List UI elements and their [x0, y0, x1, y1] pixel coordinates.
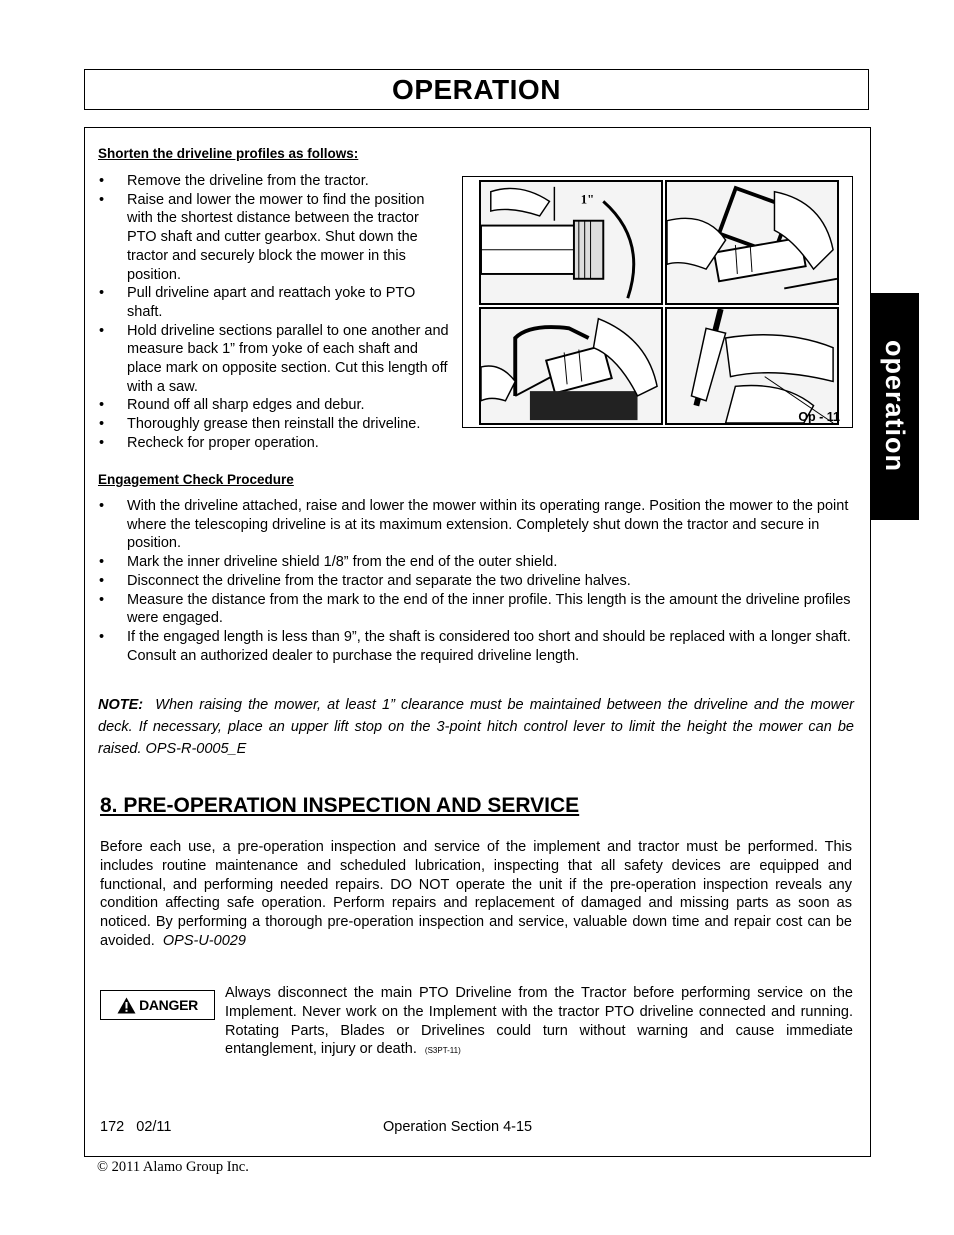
section-code: OPS-U-0029	[162, 932, 246, 949]
photo-mark-section	[665, 180, 839, 305]
list-item: • Round off all sharp edges and debur.	[99, 397, 365, 414]
danger-badge	[100, 990, 215, 1020]
figure-label: Op - 11	[798, 410, 840, 424]
side-tab	[870, 293, 919, 520]
list-item: • Pull driveline apart and reattach yoke to PTO shaft.	[99, 285, 416, 320]
engagement-list	[99, 497, 859, 665]
danger-label: DANGER	[139, 997, 198, 1013]
page-number: 172 02/11	[100, 1119, 172, 1135]
page-title: OPERATION	[392, 73, 561, 105]
photo-debur-file	[665, 307, 839, 425]
list-item: • With the driveline attached, raise and lower the mower within its operating range. Position the mower to the point where the telescoping driveline is at its maximum extension. Completely shut down the tractor and secure in position.	[99, 498, 849, 552]
list-item: • Recheck for proper operation.	[99, 434, 319, 451]
engagement-heading: Engagement Check Procedure	[98, 472, 294, 487]
list-item: • Disconnect the driveline from the tractor and separate the two driveline halves.	[99, 572, 631, 589]
side-tab-label: operation	[880, 340, 910, 473]
danger-text: Always disconnect the main PTO Driveline from the Tractor before performing service on the Implement. Never work on the Implement with the tractor PTO driveline connected and running. Rotating Parts, Blades or Drivelines could turn without warning and cause immediate entanglement, injury or death. (S3PT-11)	[225, 985, 853, 1058]
list-item: • If the engaged length is less than 9”, the shaft is considered too short and should be replaced with a longer shaft. Consult an authorized dealer to purchase the required driveline length.	[99, 628, 851, 664]
danger-code: (S3PT-11)	[424, 1046, 461, 1056]
list-item: • Remove the driveline from the tractor.	[99, 173, 369, 189]
note-text: When raising the mower, at least 1” clearance must be maintained between the driveline and the mower deck. If necessary, place an upper lift stop on the 3-point hitch control lever to limit the height the mower can be raised. OPS-R-0005_E	[98, 697, 855, 757]
warning-triangle-icon	[117, 997, 136, 1014]
list-item: • Hold driveline sections parallel to one another and measure back 1” from yoke of each shaft and place mark on opposite section. Cut this length off with a saw.	[99, 322, 449, 395]
section-title: 8. PRE-OPERATION INSPECTION AND SERVICE	[100, 794, 580, 817]
list-item: • Thoroughly grease then reinstall the driveline.	[99, 416, 421, 433]
dimension-callout: 1"	[580, 192, 595, 207]
page-header	[84, 69, 869, 110]
list-item: • Measure the distance from the mark to the end of the inner profile. This length is the amount the driveline profiles were engaged.	[99, 591, 851, 627]
photo-measure-yoke	[479, 180, 663, 305]
list-item: • Mark the inner driveline shield 1/8” from the end of the outer shield.	[99, 554, 558, 571]
photo-cut-saw	[479, 307, 663, 425]
note	[98, 694, 854, 760]
section-ref: Operation Section 4-15	[383, 1119, 533, 1135]
shorten-heading: Shorten the driveline profiles as follows:	[98, 146, 359, 161]
driveline-figure	[462, 176, 853, 428]
list-item: • Raise and lower the mower to find the position with the shortest distance between the tractor PTO shaft and cutter gearbox. Shut down the tractor and securely block the mower in this position.	[99, 191, 425, 283]
copyright: © 2011 Alamo Group Inc.	[97, 1159, 249, 1175]
section-body: Before each use, a pre-operation inspection and service of the implement and tractor must be performed. This includes routine maintenance and scheduled lubrication, inspecting that all safety devices are equipped and functional, and performing needed repairs. DO NOT operate the unit if the pre-operation inspection reveals any condition affecting safe operation. Perform repairs and replacement of damaged and missing parts as soon as noticed. By performing a thorough pre-operation inspection and service, valuable down time and repair cost can be avoided. OPS-U-0029	[100, 839, 852, 949]
note-label: NOTE:	[98, 697, 144, 713]
shorten-list	[99, 172, 449, 453]
